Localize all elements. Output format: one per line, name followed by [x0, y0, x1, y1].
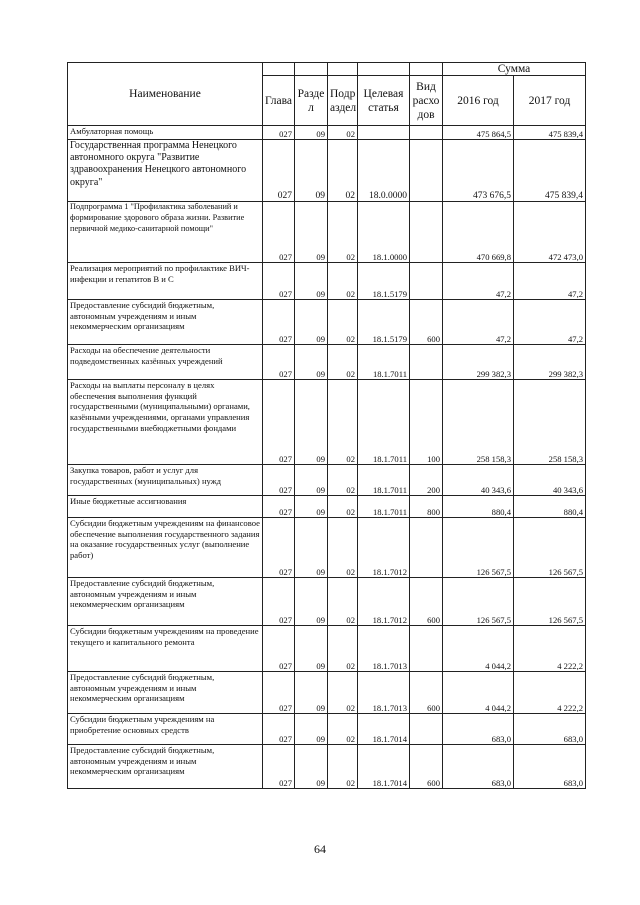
row-type: 100: [410, 380, 443, 465]
row-amount-2017: 4 222,2: [514, 626, 586, 672]
row-chapter: 027: [263, 672, 295, 714]
row-section: 09: [295, 518, 328, 578]
row-amount-2017: 475 839,4: [514, 126, 586, 140]
row-subsection: 02: [328, 380, 358, 465]
table-row: [68, 465, 586, 496]
row-target: 18.1.7012: [358, 578, 410, 626]
row-chapter: 027: [263, 714, 295, 745]
row-target: 18.1.7011: [358, 465, 410, 496]
row-subsection: 02: [328, 578, 358, 626]
row-amount-2016: 473 676,5: [443, 140, 514, 202]
row-type: [410, 626, 443, 672]
table-row: [68, 140, 586, 202]
header-blank-cell: [263, 63, 295, 76]
row-chapter: 027: [263, 578, 295, 626]
row-amount-2017: 126 567,5: [514, 518, 586, 578]
header-blank-cell: [328, 63, 358, 76]
row-section: 09: [295, 672, 328, 714]
header-type: Вид расхо дов: [410, 76, 443, 126]
row-subsection: 02: [328, 126, 358, 140]
row-target: 18.1.7014: [358, 745, 410, 789]
row-amount-2016: 299 382,3: [443, 345, 514, 380]
row-chapter: 027: [263, 745, 295, 789]
row-subsection: 02: [328, 263, 358, 300]
row-amount-2016: 126 567,5: [443, 518, 514, 578]
header-year-2016: 2016 год: [443, 76, 514, 126]
row-subsection: 02: [328, 345, 358, 380]
table-row: [68, 126, 586, 140]
header-blank-cell: [358, 63, 410, 76]
row-subsection: 02: [328, 140, 358, 202]
header-sum: Сумма: [443, 63, 586, 76]
row-subsection: 02: [328, 202, 358, 263]
row-target: 18.1.7011: [358, 496, 410, 518]
row-target: 18.1.7014: [358, 714, 410, 745]
row-amount-2017: 472 473,0: [514, 202, 586, 263]
table-row: [68, 626, 586, 672]
row-target: 18.1.7011: [358, 380, 410, 465]
row-amount-2016: 4 044,2: [443, 626, 514, 672]
row-amount-2017: 299 382,3: [514, 345, 586, 380]
row-section: 09: [295, 496, 328, 518]
header-year-2017: 2017 год: [514, 76, 586, 126]
budget-table: [67, 62, 586, 789]
row-name: Реализация мероприятий по профилактике ВИЧ-инфекции и гепатитов В и С: [68, 263, 263, 300]
row-amount-2016: 470 669,8: [443, 202, 514, 263]
row-amount-2017: 683,0: [514, 745, 586, 789]
row-amount-2017: 258 158,3: [514, 380, 586, 465]
row-type: 600: [410, 672, 443, 714]
row-amount-2016: 47,2: [443, 300, 514, 345]
table-body: [68, 126, 586, 789]
row-name: Субсидии бюджетным учреждениям на проведение текущего и капитального ремонта: [68, 626, 263, 672]
header-name: [68, 63, 263, 126]
row-amount-2016: 683,0: [443, 714, 514, 745]
row-chapter: 027: [263, 626, 295, 672]
row-section: 09: [295, 714, 328, 745]
table-row: [68, 518, 586, 578]
row-name: Субсидии бюджетным учреждениям на финансовое обеспечение выполнения государственного задания на оказание государственных услуг (выполнение работ): [68, 518, 263, 578]
row-chapter: 027: [263, 465, 295, 496]
table-row: [68, 263, 586, 300]
row-type: [410, 140, 443, 202]
row-amount-2017: 4 222,2: [514, 672, 586, 714]
row-name: Расходы на обеспечение деятельности подведомственных казённых учреждений: [68, 345, 263, 380]
row-name: Расходы на выплаты персоналу в целях обеспечения выполнения функций государственными (муниципальными) органами, казёнными учреждениями, органами управления государственными внебюджетными фондами: [68, 380, 263, 465]
row-amount-2016: 880,4: [443, 496, 514, 518]
row-subsection: 02: [328, 465, 358, 496]
row-amount-2017: 47,2: [514, 300, 586, 345]
header-section: Разде л: [295, 76, 328, 126]
row-amount-2017: 880,4: [514, 496, 586, 518]
row-subsection: 02: [328, 672, 358, 714]
row-amount-2017: 683,0: [514, 714, 586, 745]
row-type: 600: [410, 578, 443, 626]
table-row: [68, 672, 586, 714]
row-name: Подпрограмма 1 "Профилактика заболеваний и формирование здорового образа жизни. Развитие первичной медико-санитарной помощи": [68, 202, 263, 263]
row-type: 600: [410, 300, 443, 345]
row-type: 600: [410, 745, 443, 789]
row-chapter: 027: [263, 300, 295, 345]
row-chapter: 027: [263, 263, 295, 300]
row-chapter: 027: [263, 518, 295, 578]
row-target: [358, 126, 410, 140]
row-amount-2017: 40 343,6: [514, 465, 586, 496]
row-name: Предоставление субсидий бюджетным, автономным учреждениям и иным некоммерческим организациям: [68, 745, 263, 789]
row-section: 09: [295, 380, 328, 465]
row-name: Иные бюджетные ассигнования: [68, 496, 263, 518]
table-row: [68, 578, 586, 626]
table-row: [68, 714, 586, 745]
row-section: 09: [295, 300, 328, 345]
row-type: [410, 263, 443, 300]
header-subsection: Подр аздел: [328, 76, 358, 126]
row-amount-2017: 475 839,4: [514, 140, 586, 202]
row-section: 09: [295, 626, 328, 672]
row-amount-2016: 47,2: [443, 263, 514, 300]
row-subsection: 02: [328, 518, 358, 578]
row-target: 18.1.5179: [358, 300, 410, 345]
header-blank-cell: [410, 63, 443, 76]
table-row: [68, 345, 586, 380]
row-type: [410, 202, 443, 263]
row-target: 18.1.7012: [358, 518, 410, 578]
row-type: [410, 126, 443, 140]
row-chapter: 027: [263, 345, 295, 380]
header-chapter: Глава: [263, 76, 295, 126]
row-type: [410, 345, 443, 380]
header-target: Целевая статья: [358, 76, 410, 126]
row-target: 18.0.0000: [358, 140, 410, 202]
row-type: 200: [410, 465, 443, 496]
row-name: Государственная программа Ненецкого автономного округа "Развитие здравоохранения Ненецкого автономного округа": [68, 140, 263, 202]
row-name: Субсидии бюджетным учреждениям на приобретение основных средств: [68, 714, 263, 745]
row-amount-2016: 4 044,2: [443, 672, 514, 714]
row-target: 18.1.7013: [358, 672, 410, 714]
row-section: 09: [295, 465, 328, 496]
row-type: 800: [410, 496, 443, 518]
row-name: Предоставление субсидий бюджетным, автономным учреждениям и иным некоммерческим организациям: [68, 672, 263, 714]
row-chapter: 027: [263, 380, 295, 465]
row-subsection: 02: [328, 745, 358, 789]
row-name: Амбулаторная помощь: [68, 126, 263, 140]
row-section: 09: [295, 345, 328, 380]
row-section: 09: [295, 578, 328, 626]
row-subsection: 02: [328, 496, 358, 518]
row-subsection: 02: [328, 300, 358, 345]
row-type: [410, 714, 443, 745]
row-section: 09: [295, 202, 328, 263]
header-name-label: Наименование: [129, 88, 201, 100]
row-subsection: 02: [328, 714, 358, 745]
row-amount-2016: 475 864,5: [443, 126, 514, 140]
row-section: 09: [295, 126, 328, 140]
table-row: [68, 745, 586, 789]
row-chapter: 027: [263, 126, 295, 140]
row-section: 09: [295, 263, 328, 300]
row-name: Закупка товаров, работ и услуг для государственных (муниципальных) нужд: [68, 465, 263, 496]
row-name: Предоставление субсидий бюджетным, автономным учреждениям и иным некоммерческим организациям: [68, 300, 263, 345]
table-row: [68, 496, 586, 518]
row-target: 18.1.7013: [358, 626, 410, 672]
row-amount-2017: 47,2: [514, 263, 586, 300]
table-row: [68, 202, 586, 263]
row-chapter: 027: [263, 140, 295, 202]
row-target: 18.1.5179: [358, 263, 410, 300]
page-number: 64: [314, 842, 326, 856]
row-type: [410, 518, 443, 578]
row-subsection: 02: [328, 626, 358, 672]
table-row: [68, 300, 586, 345]
row-target: 18.1.0000: [358, 202, 410, 263]
row-target: 18.1.7011: [358, 345, 410, 380]
row-section: 09: [295, 140, 328, 202]
row-name: Предоставление субсидий бюджетным, автономным учреждениям и иным некоммерческим организациям: [68, 578, 263, 626]
row-section: 09: [295, 745, 328, 789]
row-chapter: 027: [263, 496, 295, 518]
row-amount-2016: 258 158,3: [443, 380, 514, 465]
header-blank-cell: [295, 63, 328, 76]
row-amount-2016: 126 567,5: [443, 578, 514, 626]
row-amount-2016: 683,0: [443, 745, 514, 789]
row-amount-2016: 40 343,6: [443, 465, 514, 496]
row-amount-2017: 126 567,5: [514, 578, 586, 626]
table-row: [68, 380, 586, 465]
row-chapter: 027: [263, 202, 295, 263]
